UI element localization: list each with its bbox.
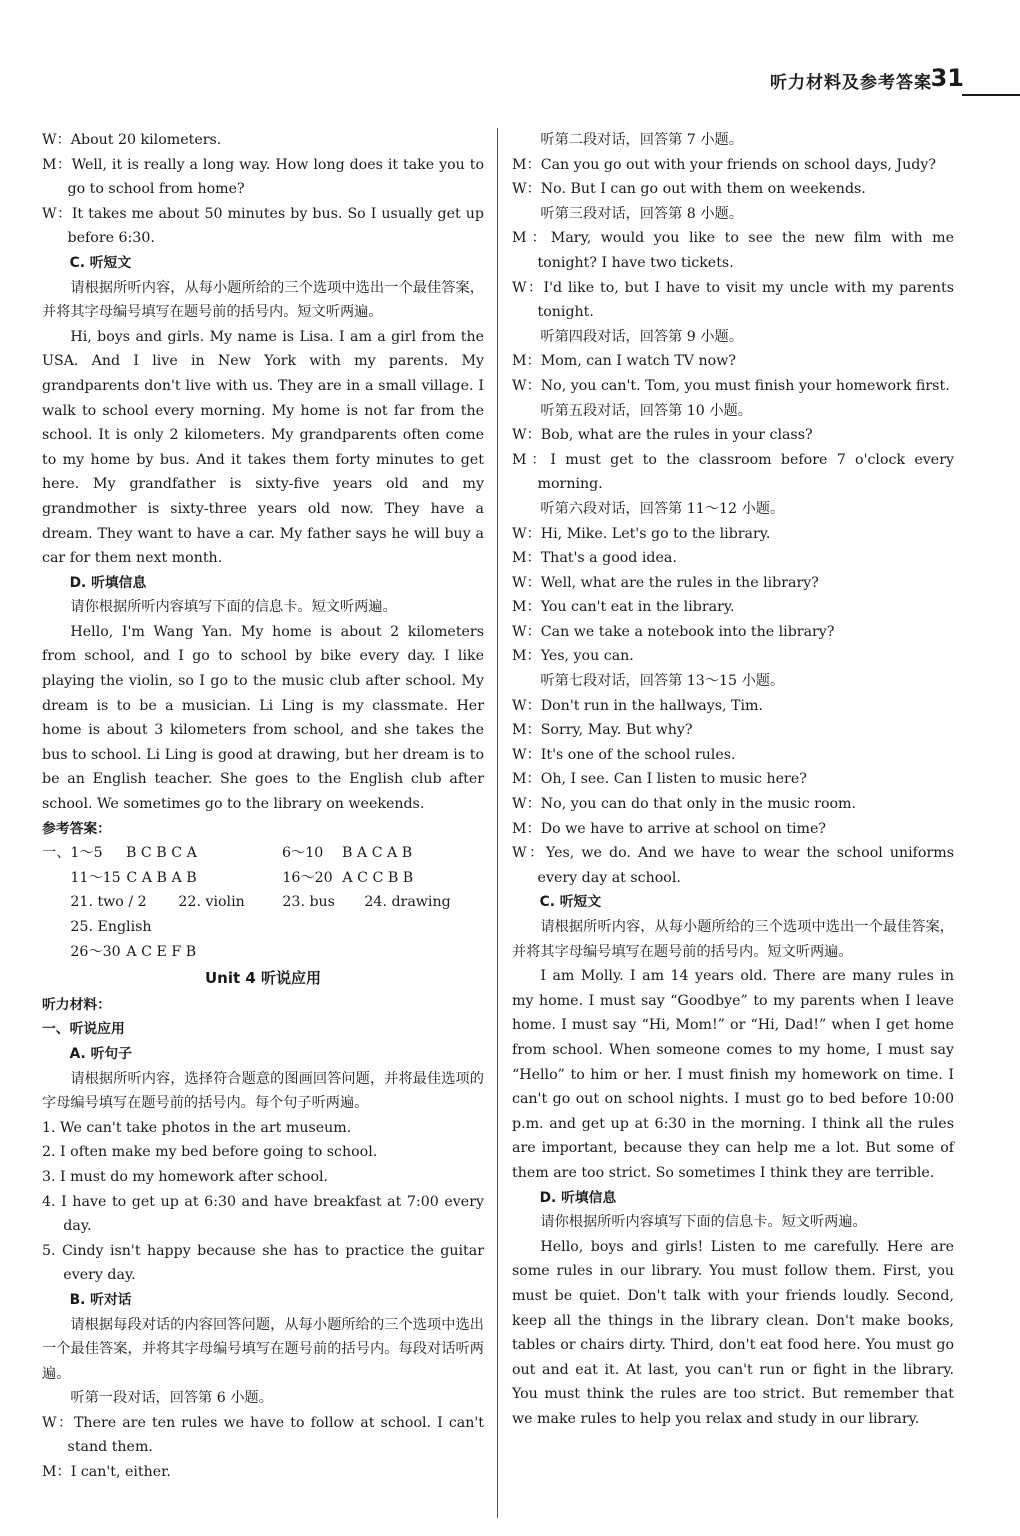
dialog-line: M：Sorry, May. But why? bbox=[512, 722, 693, 739]
section-c-passage: Hi, boys and girls. My name is Lisa. I am a girl from the USA. And I live in New York with my parents. My grandparents don't live with us. They are in a small village. I walk to school every morning. My home is not far from the school. It is only 2 kilometers. My grandparents often come to my home by bus. And it takes them forty minutes to get here. My grandfather is sixty-five years old and my grandmother is sixty-three years old now. They have a dream. They want to have a car. My father says he will buy a car for them next month. bbox=[42, 328, 484, 567]
dialog-line: W：Yes, we do. And we have to wear the school uniforms every day at school. bbox=[512, 845, 954, 886]
dialog-line: M：I can't, either. bbox=[42, 1464, 171, 1481]
page-header bbox=[720, 64, 1020, 104]
dialog-line: M：Oh, I see. Can I listen to music here? bbox=[512, 771, 807, 788]
answer-values: A C C B B bbox=[342, 869, 414, 886]
dialog-line: W：I'd like to, but I have to visit my uncle with my parents tonight. bbox=[512, 279, 954, 321]
answer-values: C A B A B bbox=[126, 869, 197, 886]
answer-row bbox=[42, 866, 484, 891]
right-column bbox=[512, 128, 954, 1431]
dialog-heading: 听第四段对话，回答第 9 小题。 bbox=[540, 328, 743, 345]
answers-title: 参考答案： bbox=[42, 820, 111, 837]
dialog-heading: 听第二段对话，回答第 7 小题。 bbox=[540, 132, 743, 148]
dialog-heading: 听第一段对话，回答第 6 小题。 bbox=[70, 1390, 273, 1407]
dialog-line: M：Well, it is really a long way. How long does it take you to go to school from home? bbox=[42, 156, 484, 198]
dialog-heading: 听第六段对话，回答第 11～12 小题。 bbox=[540, 500, 785, 517]
dialog-line: W：No. But I can go out with them on weekends. bbox=[512, 181, 866, 198]
answer-item: 24. drawing bbox=[364, 894, 451, 911]
dialog-line: W：Bob, what are the rules in your class? bbox=[512, 427, 813, 444]
dialog-line: M：Mom, can I watch TV now? bbox=[512, 353, 736, 370]
dialog-line: M：You can't eat in the library. bbox=[512, 599, 735, 616]
dialog-line: M：Can you go out with your friends on school days, Judy? bbox=[512, 156, 936, 173]
answer-range: 6～10 bbox=[282, 845, 324, 862]
section-1-title: 一、听说应用 bbox=[42, 1021, 125, 1038]
section-b-instructions: 请根据每段对话的内容回答问题，从每小题所给的三个选项中选出一个最佳答案，并将其字母编号填写在题号前的括号内。每段对话听两遍。 bbox=[42, 1316, 484, 1382]
section-d-passage: Hello, I'm Wang Yan. My home is about 2 kilometers from school, and I go to school by bike every day. I like playing the violin, so I go to the music club after school. My dream is to be a musician. Li Ling is my classmate. Her home is about 3 kilometers from school, and she takes the bus to school. Li Ling is good at drawing, but her dream is to be an English teacher. She goes to the English club after school. We sometimes go to the library on weekends. bbox=[42, 623, 484, 813]
section-b-title: B. 听对话 bbox=[69, 1291, 132, 1308]
materials-title: 听力材料： bbox=[42, 996, 111, 1013]
dialog-line: W：About 20 kilometers. bbox=[42, 132, 222, 148]
section-d-title: D. 听填信息 bbox=[539, 1189, 617, 1206]
sentence-item: 1. We can't take photos in the art museum. bbox=[42, 1119, 352, 1136]
answer-item: 25. English bbox=[70, 919, 152, 935]
answer-values: B A C A B bbox=[342, 845, 413, 862]
answer-values: A C E F B bbox=[126, 943, 197, 960]
section-c-title: C. 听短文 bbox=[539, 894, 602, 911]
dialog-line: W：No, you can do that only in the music room. bbox=[512, 796, 857, 813]
dialog-line: W：No, you can't. Tom, you must finish your homework first. bbox=[512, 377, 950, 394]
page-number: 31 bbox=[930, 64, 964, 92]
sentence-item: 2. I often make my bed before going to school. bbox=[42, 1144, 378, 1161]
dialog-heading: 听第七段对话，回答第 13～15 小题。 bbox=[540, 673, 785, 690]
dialog-line: M：Do we have to arrive at school on time? bbox=[512, 820, 826, 837]
section-d-instructions: 请你根据所听内容填写下面的信息卡。短文听两遍。 bbox=[540, 1214, 867, 1231]
answer-values: B C B C A bbox=[126, 845, 197, 862]
section-d-passage: Hello, boys and girls! Listen to me carefully. Here are some rules in our library. You must follow them. First, you must be quiet. Don't talk with your friends loudly. Second, keep all the things in the library clean. Don't make books, tables or chairs dirty. Third, don't eat food here. You must go out and eat it. At last, you can't run or fight in the library. You must think the rules are too strict. But remember that we make rules to help you relax and study in our library. bbox=[512, 1238, 954, 1427]
section-c-instructions: 请根据所听内容，从每小题所给的三个选项中选出一个最佳答案，并将其字母编号填写在题号前的括号内。短文听两遍。 bbox=[42, 279, 484, 321]
answer-item: 22. violin bbox=[178, 894, 245, 911]
dialog-line: W：Don't run in the hallways, Tim. bbox=[512, 697, 763, 714]
dialog-line: W：It's one of the school rules. bbox=[512, 746, 736, 763]
answer-row bbox=[42, 940, 484, 965]
answer-range: 一、1～5 bbox=[42, 845, 103, 862]
dialog-heading: 听第三段对话，回答第 8 小题。 bbox=[540, 205, 743, 222]
section-d-instructions: 请你根据所听内容填写下面的信息卡。短文听两遍。 bbox=[70, 599, 397, 616]
section-a-title: A. 听句子 bbox=[69, 1045, 132, 1062]
section-d-title: D. 听填信息 bbox=[69, 574, 147, 591]
unit-title: Unit 4 听说应用 bbox=[204, 969, 322, 988]
section-c-instructions: 请根据所听内容，从每小题所给的三个选项中选出一个最佳答案，并将其字母编号填写在题号前的括号内。短文听两遍。 bbox=[512, 919, 954, 960]
answer-item: 21. two / 2 bbox=[70, 894, 147, 911]
dialog-line: W：Can we take a notebook into the library? bbox=[512, 623, 835, 640]
dialog-line: M：Yes, you can. bbox=[512, 648, 634, 665]
answer-row bbox=[42, 915, 484, 940]
dialog-heading: 听第五段对话，回答第 10 小题。 bbox=[540, 402, 752, 419]
header-rule bbox=[962, 94, 1020, 96]
dialog-line: W：Hi, Mike. Let's go to the library. bbox=[512, 525, 771, 542]
dialog-line: M：I must get to the classroom before 7 o'clock every morning. bbox=[512, 451, 954, 493]
sentence-item: 5. Cindy isn't happy because she has to practice the guitar every day. bbox=[42, 1242, 484, 1284]
section-a-instructions: 请根据所听内容，选择符合题意的图画回答问题，并将最佳选项的字母编号填写在题号前的括号内。每个句子听两遍。 bbox=[42, 1070, 484, 1112]
sentence-item: 3. I must do my homework after school. bbox=[42, 1168, 329, 1185]
dialog-line: W：Well, what are the rules in the library? bbox=[512, 574, 819, 591]
dialog-line: M：Mary, would you like to see the new film with me tonight? I have two tickets. bbox=[512, 230, 954, 271]
dialog-line: M：That's a good idea. bbox=[512, 550, 677, 567]
answer-item: 23. bus bbox=[282, 894, 335, 911]
column-divider bbox=[497, 128, 498, 1518]
answer-row bbox=[42, 841, 484, 866]
section-c-title: C. 听短文 bbox=[69, 254, 132, 271]
answer-range: 26～30 bbox=[70, 943, 121, 960]
dialog-line: W：There are ten rules we have to follow at school. I can't stand them. bbox=[42, 1414, 484, 1456]
left-column bbox=[42, 128, 484, 1485]
dialog-line: W：It takes me about 50 minutes by bus. So I usually get up before 6:30. bbox=[42, 205, 484, 247]
section-c-passage: I am Molly. I am 14 years old. There are many rules in my home. I must say “Goodbye” to my parents when I leave home. I must say “Hi, Mom!” or “Hi, Dad!” when I get home from school. When someone comes to my home, I must say “Hello” to him or her. I must finish my homework on time. I can't go out on school nights. I must go to bed before 10:00 p.m. and get up at 6:30 in the morning. I think all the rules are important, because they can help me a lot. But some of them are too strict. So sometimes I think they are terrible. bbox=[512, 968, 954, 1181]
answer-key bbox=[42, 841, 484, 964]
answer-range: 11～15 bbox=[70, 869, 121, 886]
answer-row bbox=[42, 890, 484, 915]
answer-range: 16～20 bbox=[282, 869, 333, 886]
sentence-item: 4. I have to get up at 6:30 and have breakfast at 7:00 every day. bbox=[42, 1193, 484, 1235]
header-title: 听力材料及参考答案 bbox=[770, 73, 932, 93]
